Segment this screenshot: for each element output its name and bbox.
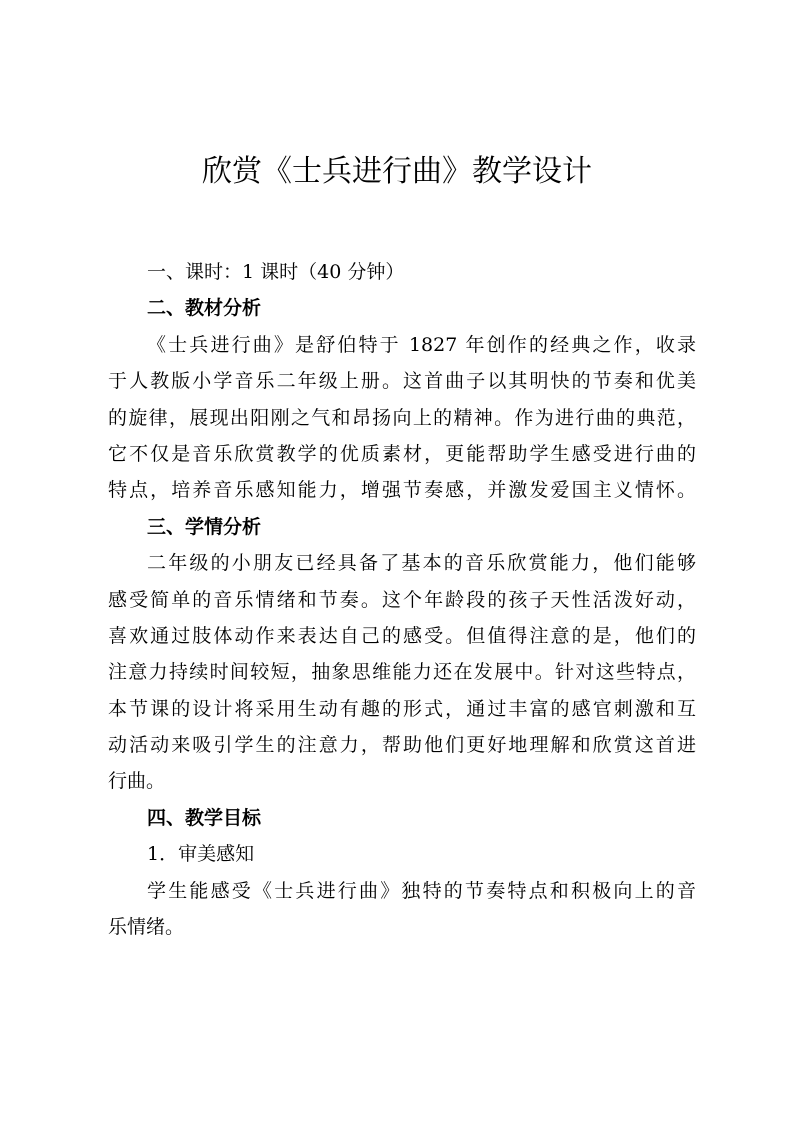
paragraph-line: 它不仅是音乐欣赏教学的优质素材，更能帮助学生感受进行曲的 [108,442,696,465]
paragraph-line: 喜欢通过肢体动作来表达自己的感受。但值得注意的是，他们的 [108,624,696,647]
paragraph-line: 学生能感受《士兵进行曲》独特的节奏特点和积极向上的音 [147,879,696,902]
class-hours-line: 一、课时：1 课时（40 分钟） [147,261,405,283]
paragraph-line: 特点，培养音乐感知能力，增强节奏感，并激发爱国主义情怀。 [108,479,696,502]
section-heading-students: 三、学情分析 [147,515,262,538]
document-title: 欣赏《士兵进行曲》教学设计 [202,154,592,189]
paragraph-line: 注意力持续时间较短，抽象思维能力还在发展中。针对这些特点， [108,661,696,684]
paragraph-line: 的旋律，展现出阳刚之气和昂扬向上的精神。作为进行曲的典范， [108,406,696,429]
section-heading-goals: 四、教学目标 [147,806,262,829]
document-body [108,254,696,945]
section-heading-materials: 二、教材分析 [147,297,262,320]
paragraph-line: 行曲。 [108,770,166,793]
paragraph-line: 动活动来吸引学生的注意力，帮助他们更好地理解和欣赏这首进 [108,734,696,757]
sub-heading-aesthetic-perception: 1．审美感知 [147,843,255,866]
paragraph-line: 于人教版小学音乐二年级上册。这首曲子以其明快的节奏和优美 [108,370,696,393]
paragraph-line: 《士兵进行曲》是舒伯特于 1827 年创作的经典之作，收录 [147,333,696,356]
paragraph-line: 本节课的设计将采用生动有趣的形式，通过丰富的感官刺激和互 [108,697,696,720]
paragraph-line: 二年级的小朋友已经具备了基本的音乐欣赏能力，他们能够 [147,552,696,575]
paragraph-line: 感受简单的音乐情绪和节奏。这个年龄段的孩子天性活泼好动， [108,588,696,611]
paragraph-line: 乐情绪。 [108,916,185,939]
